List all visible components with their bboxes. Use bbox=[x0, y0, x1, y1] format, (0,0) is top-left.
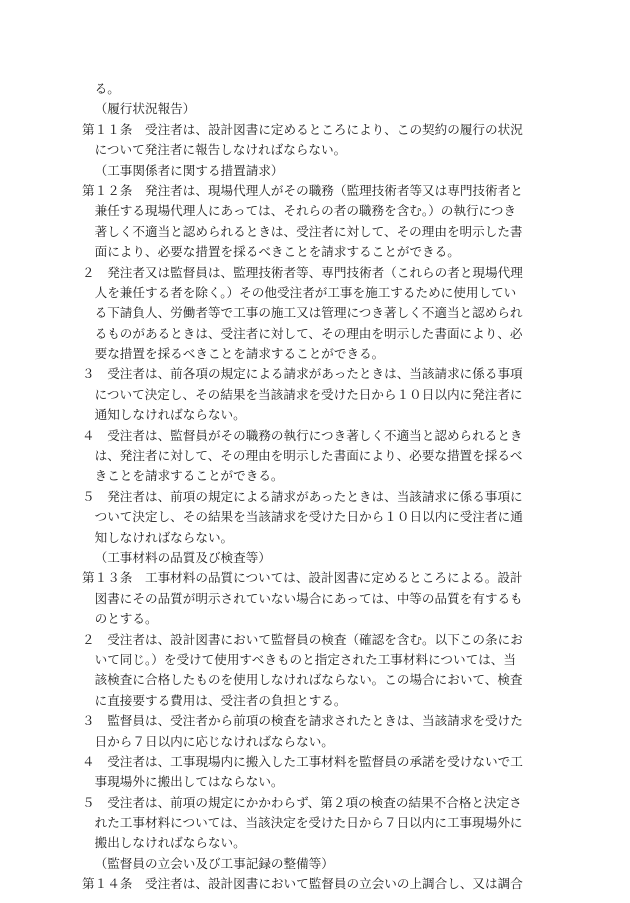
continuation-line: 通知しなければならない。 bbox=[94, 407, 246, 423]
paragraph-first-line: ５ 発注者は、前項の規定による請求があったときは、当該請求に係る事項に bbox=[82, 488, 523, 504]
continuation-line: について決定し、その結果を当該請求を受けた日から１０日以内に発注者に bbox=[94, 386, 523, 402]
continuation-line: るものがあるときは、受注者に対して、その理由を明示した書面により、必 bbox=[94, 325, 523, 341]
continuation-line: れた工事材料については、当該決定を受けた日から７日以内に工事現場外に bbox=[94, 815, 523, 831]
paragraph-first-line: ５ 受注者は、前項の規定にかかわらず、第２項の検査の結果不合格と決定さ bbox=[82, 794, 522, 810]
section-heading: （履行状況報告） bbox=[94, 101, 196, 117]
continuation-line: について発注者に報告しなければならない。 bbox=[94, 142, 347, 158]
continuation-line: ついて決定し、その結果を当該請求を受けた日から１０日以内に受注者に通 bbox=[94, 509, 523, 525]
continuation-line: 日から７日以内に応じなければならない。 bbox=[94, 733, 334, 749]
continuation-line: いて同じ。）を受けて使用すべきものと指定された工事材料については、当 bbox=[94, 651, 516, 667]
article-first-line: 第１４条 受注者は、設計図書において監督員の立会いの上調合し、又は調合 bbox=[82, 876, 523, 892]
contract-text-body bbox=[82, 79, 554, 895]
continuation-line: 著しく不適当と認められるときは、受注者に対して、その理由を明示した書 bbox=[94, 223, 523, 239]
paragraph-first-line: ２ 受注者は、設計図書において監督員の検査（確認を含む。以下この条にお bbox=[82, 631, 523, 647]
continuation-line: 図書にその品質が明示されていない場合にあっては、中等の品質を有するも bbox=[94, 590, 523, 606]
section-heading: （監督員の立会い及び工事記録の整備等） bbox=[94, 855, 334, 871]
paragraph-first-line: ３ 監督員は、受注者から前項の検査を請求されたときは、当該請求を受けた bbox=[82, 713, 523, 729]
article-first-line: 第１３条 工事材料の品質については、設計図書に定めるところによる。設計 bbox=[82, 570, 523, 586]
continuation-line: きことを請求することができる。 bbox=[94, 468, 284, 484]
continuation-line: 要な措置を採るべきことを請求することができる。 bbox=[94, 346, 385, 362]
continuation-line: は、発注者に対して、その理由を明示した書面により、必要な措置を採るべ bbox=[94, 448, 523, 464]
continuation-line: のとする。 bbox=[94, 611, 158, 627]
section-heading: （工事関係者に関する措置請求） bbox=[94, 162, 284, 178]
continuation-line: 兼任する現場代理人にあっては、それらの者の職務を含む。）の執行につき bbox=[94, 203, 517, 219]
article-first-line: 第１２条 発注者は、現場代理人がその職務（監理技術者等又は専門技術者と bbox=[82, 182, 523, 198]
paragraph-first-line: ３ 受注者は、前各項の規定による請求があったときは、当該請求に係る事項 bbox=[82, 366, 523, 382]
continuation-line: 知しなければならない。 bbox=[94, 529, 234, 545]
continuation-line: る。 bbox=[94, 81, 120, 96]
paragraph-first-line: ２ 発注者又は監督員は、監理技術者等、専門技術者（これらの者と現場代理 bbox=[82, 264, 523, 280]
paragraph-first-line: ４ 受注者は、工事現場内に搬入した工事材料を監督員の承諾を受けないで工 bbox=[82, 753, 523, 769]
continuation-line: 人を兼任する者を除く。）その他受注者が工事を施工するために使用してい bbox=[94, 284, 517, 300]
continuation-line: に直接要する費用は、受注者の負担とする。 bbox=[94, 692, 347, 708]
continuation-line: 面により、必要な措置を採るべきことを請求することができる。 bbox=[94, 244, 460, 260]
continuation-line: る下請負人、労働者等で工事の施工又は管理につき著しく不適当と認められ bbox=[94, 305, 523, 321]
article-first-line: 第１１条 受注者は、設計図書に定めるところにより、この契約の履行の状況 bbox=[82, 121, 523, 137]
continuation-line: 事現場外に搬出してはならない。 bbox=[94, 774, 284, 790]
continuation-line: 搬出しなければならない。 bbox=[94, 835, 246, 851]
paragraph-first-line: ４ 受注者は、監督員がその職務の執行につき著しく不適当と認められるとき bbox=[82, 427, 523, 443]
continuation-line: 該検査に合格したものを使用しなければならない。この場合において、検査 bbox=[94, 672, 523, 688]
section-heading: （工事材料の品質及び検査等） bbox=[94, 549, 271, 565]
